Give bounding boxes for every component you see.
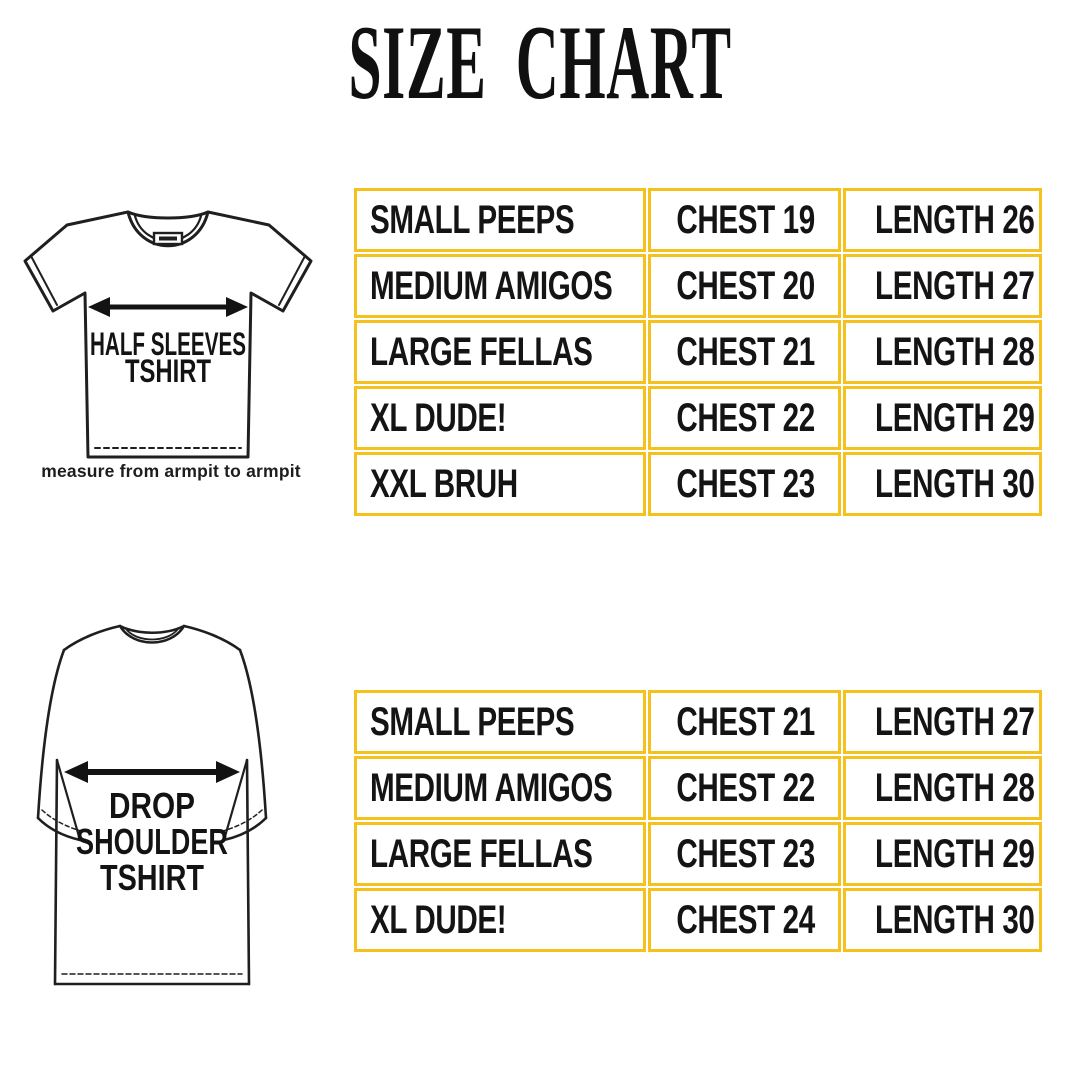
length-cell: LENGTH 29 <box>843 822 1042 886</box>
table-row <box>354 254 1042 318</box>
half-sleeves-size-table <box>352 186 1044 518</box>
table-row <box>354 188 1042 252</box>
chest-cell: CHEST 19 <box>648 188 841 252</box>
left-sleeve-outer-line <box>38 650 64 818</box>
page-title: SIZE CHART <box>348 3 732 122</box>
table-row <box>354 690 1042 754</box>
chest-cell: CHEST 21 <box>648 320 841 384</box>
drop-shoulder-tshirt-illustration <box>2 612 302 1004</box>
table-row <box>354 822 1042 886</box>
table-row <box>354 386 1042 450</box>
neck-label-bar <box>159 237 177 241</box>
size-cell: XL DUDE! <box>354 386 646 450</box>
size-cell: SMALL PEEPS <box>354 188 646 252</box>
length-cell: LENGTH 27 <box>843 690 1042 754</box>
chest-cell: CHEST 22 <box>648 756 841 820</box>
shirt-label-line: SHOULDER <box>76 821 228 862</box>
table-row <box>354 320 1042 384</box>
body-left-line <box>55 760 57 984</box>
chest-cell: CHEST 23 <box>648 452 841 516</box>
table-row <box>354 756 1042 820</box>
length-cell: LENGTH 28 <box>843 320 1042 384</box>
measure-caption: measure from armpit to armpit <box>41 461 301 481</box>
size-cell: LARGE FELLAS <box>354 822 646 886</box>
size-cell: MEDIUM AMIGOS <box>354 756 646 820</box>
table-row <box>354 452 1042 516</box>
chest-cell: CHEST 24 <box>648 888 841 952</box>
size-cell: XL DUDE! <box>354 888 646 952</box>
chest-cell: CHEST 20 <box>648 254 841 318</box>
shirt-label-line: TSHIRT <box>100 857 204 898</box>
table-row <box>354 888 1042 952</box>
right-sleeve-outer-line <box>240 650 266 818</box>
shoulder-top-line <box>64 626 240 650</box>
size-cell: MEDIUM AMIGOS <box>354 254 646 318</box>
width-arrow-icon <box>64 761 240 783</box>
chest-cell: CHEST 22 <box>648 386 841 450</box>
shirt-label-line: DROP <box>109 785 195 826</box>
shirt-label-line: TSHIRT <box>125 353 212 389</box>
length-cell: LENGTH 27 <box>843 254 1042 318</box>
drop-shoulder-size-table <box>352 688 1044 954</box>
length-cell: LENGTH 28 <box>843 756 1042 820</box>
size-cell: SMALL PEEPS <box>354 690 646 754</box>
shirt-label-line: HALF SLEEVES <box>90 326 246 362</box>
length-cell: LENGTH 30 <box>843 452 1042 516</box>
length-cell: LENGTH 26 <box>843 188 1042 252</box>
body-right-line <box>247 760 249 984</box>
length-cell: LENGTH 30 <box>843 888 1042 952</box>
chest-cell: CHEST 23 <box>648 822 841 886</box>
chest-cell: CHEST 21 <box>648 690 841 754</box>
length-cell: LENGTH 29 <box>843 386 1042 450</box>
size-cell: XXL BRUH <box>354 452 646 516</box>
title-wrap <box>0 3 1080 122</box>
size-cell: LARGE FELLAS <box>354 320 646 384</box>
width-arrow-icon <box>88 297 248 317</box>
half-sleeves-tshirt-illustration <box>18 193 318 483</box>
